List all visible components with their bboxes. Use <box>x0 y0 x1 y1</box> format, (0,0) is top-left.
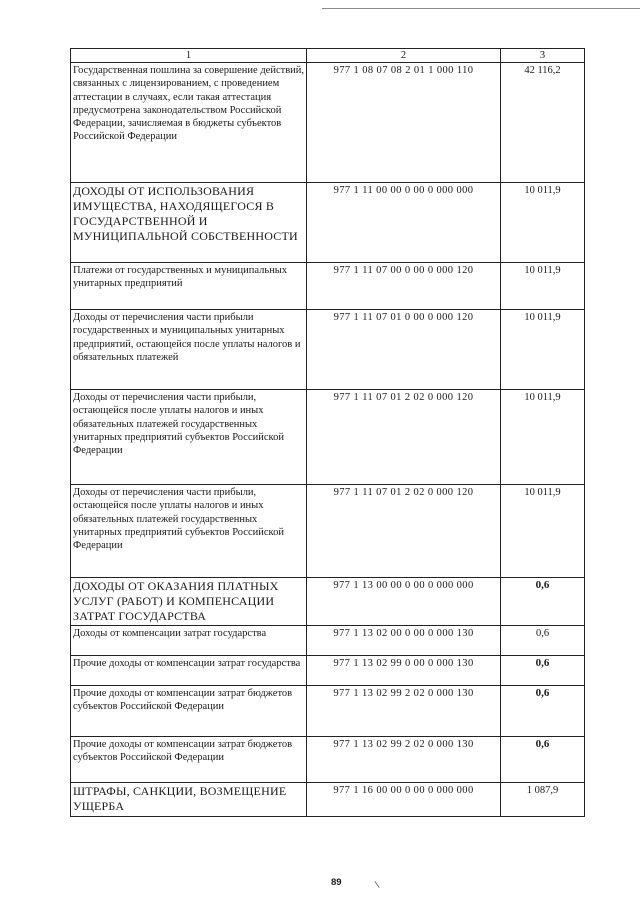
top-rule <box>322 8 640 9</box>
row-code: 977 1 13 02 99 2 02 0 000 130 <box>307 737 501 783</box>
row-amount: 0,6 <box>501 686 585 737</box>
row-code: 977 1 11 07 00 0 00 0 000 120 <box>307 263 501 310</box>
row-name: Доходы от перечисления части прибыли, остающейся после уплаты налогов и иных обязательных платежей государственных унитарных предприятий субъектов Российской Федерации <box>71 390 307 485</box>
row-amount: 10 011,9 <box>501 263 585 310</box>
row-name: Прочие доходы от компенсации затрат бюджетов субъектов Российской Федерации <box>71 686 307 737</box>
column-header-1: 1 <box>71 49 307 63</box>
row-code: 977 1 11 07 01 0 00 0 000 120 <box>307 310 501 390</box>
row-name: Прочие доходы от компенсации затрат бюджетов субъектов Российской Федерации <box>71 737 307 783</box>
row-code: 977 1 11 00 00 0 00 0 000 000 <box>307 183 501 263</box>
row-name: Доходы от компенсации затрат государства <box>71 626 307 656</box>
row-name: ДОХОДЫ ОТ ОКАЗАНИЯ ПЛАТНЫХ УСЛУГ (РАБОТ) И КОМПЕНСАЦИИ ЗАТРАТ ГОСУДАРСТВА <box>71 578 307 626</box>
row-name: Доходы от перечисления части прибыли, остающейся после уплаты налогов и иных обязательных платежей государственных унитарных предприятий субъектов Российской Федерации <box>71 485 307 578</box>
row-name: ДОХОДЫ ОТ ИСПОЛЬЗОВАНИЯ ИМУЩЕСТВА, НАХОДЯЩЕГОСЯ В ГОСУДАРСТВЕННОЙ И МУНИЦИПАЛЬНОЙ СОБСТВЕННОСТИ <box>71 183 307 263</box>
row-code: 977 1 13 02 00 0 00 0 000 130 <box>307 626 501 656</box>
column-header-3: 3 <box>501 49 585 63</box>
table-row <box>71 737 585 783</box>
row-amount: 10 011,9 <box>501 183 585 263</box>
row-code: 977 1 13 02 99 2 02 0 000 130 <box>307 686 501 737</box>
row-amount: 0,6 <box>501 656 585 686</box>
row-amount: 10 011,9 <box>501 310 585 390</box>
row-code: 977 1 11 07 01 2 02 0 000 120 <box>307 485 501 578</box>
row-code: 977 1 13 02 99 0 00 0 000 130 <box>307 656 501 686</box>
row-amount: 10 011,9 <box>501 485 585 578</box>
table-row <box>71 263 585 310</box>
row-name: ШТРАФЫ, САНКЦИИ, ВОЗМЕЩЕНИЕ УЩЕРБА <box>71 783 307 817</box>
table-row <box>71 686 585 737</box>
row-name: Прочие доходы от компенсации затрат государства <box>71 656 307 686</box>
page-number: 89 <box>331 877 342 888</box>
table-header-row <box>71 49 585 63</box>
stray-mark: \ <box>374 879 381 892</box>
row-code: 977 1 13 00 00 0 00 0 000 000 <box>307 578 501 626</box>
row-name: Государственная пошлина за совершение действий, связанных с лицензированием, с проведением аттестации в случаях, если такая аттестация предусмотрена законодательством Российской Федерации, зачисляемая в бюджеты субъектов Российской Федерации <box>71 63 307 183</box>
table-row <box>71 485 585 578</box>
table-row <box>71 783 585 817</box>
table-row <box>71 656 585 686</box>
table-row <box>71 390 585 485</box>
row-code: 977 1 16 00 00 0 00 0 000 000 <box>307 783 501 817</box>
row-amount: 0,6 <box>501 737 585 783</box>
table-row <box>71 183 585 263</box>
table-row <box>71 63 585 183</box>
table-row <box>71 310 585 390</box>
column-header-2: 2 <box>307 49 501 63</box>
row-code: 977 1 08 07 08 2 01 1 000 110 <box>307 63 501 183</box>
row-amount: 0,6 <box>501 578 585 626</box>
row-name: Платежи от государственных и муниципальных унитарных предприятий <box>71 263 307 310</box>
row-amount: 42 116,2 <box>501 63 585 183</box>
budget-revenue-table <box>70 48 585 817</box>
row-amount: 1 087,9 <box>501 783 585 817</box>
row-amount: 0,6 <box>501 626 585 656</box>
row-code: 977 1 11 07 01 2 02 0 000 120 <box>307 390 501 485</box>
row-name: Доходы от перечисления части прибыли государственных и муниципальных унитарных предприятий, остающейся после уплаты налогов и обязательных платежей <box>71 310 307 390</box>
table-row <box>71 626 585 656</box>
table-row <box>71 578 585 626</box>
row-amount: 10 011,9 <box>501 390 585 485</box>
